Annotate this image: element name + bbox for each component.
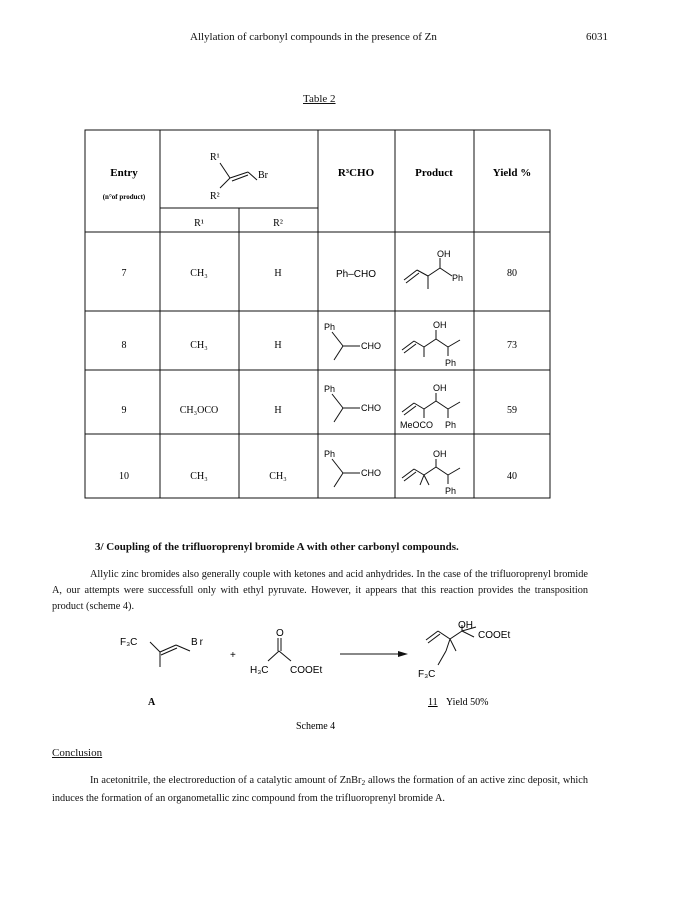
br-label: Br xyxy=(191,637,205,648)
section-paragraph-text: Allylic zinc bromides also generally couple with ketones and acid anhydrides. In the case of the trifluoroprenyl bromide A, our attempts were successfull only with ethyl pyruvate. However, it appears that this reaction provides the transposition product (scheme 4). xyxy=(52,569,588,612)
oh-label: OH xyxy=(437,249,451,259)
product-number: 11 xyxy=(428,697,438,708)
ph-label: Ph xyxy=(452,273,464,283)
reactant-a-structure xyxy=(150,642,190,667)
yield-cell: 73 xyxy=(507,340,517,351)
yield-cell: 40 xyxy=(507,471,517,482)
r2-cell: CH₃ xyxy=(269,471,287,482)
r2-cell: H xyxy=(274,405,282,416)
o-label: O xyxy=(276,628,284,639)
entry-cell: 9 xyxy=(121,405,127,416)
cho-label: CHO xyxy=(361,341,381,351)
ph-label: Ph xyxy=(445,358,457,368)
conclusion-heading: Conclusion xyxy=(52,747,103,759)
running-title: Allylation of carbonyl compounds in the presence of Zn xyxy=(190,31,437,43)
header-entry: Entry xyxy=(110,167,138,179)
allyl-bromide-structure xyxy=(220,163,257,188)
r2-cell: H xyxy=(274,268,282,279)
yield-cell: 80 xyxy=(507,268,517,279)
scheme-caption: Scheme 4 xyxy=(296,721,336,732)
aldehyde-structure xyxy=(332,394,360,422)
ph-label: Ph xyxy=(324,322,336,332)
oh-label: OH xyxy=(433,383,447,393)
product-11-structure xyxy=(426,625,476,665)
header-product: Product xyxy=(415,167,453,179)
cho-label: CHO xyxy=(361,468,381,478)
r1-cell: CH₃OCO xyxy=(179,405,219,416)
product-structure xyxy=(402,459,460,485)
h3c-label: H₃C xyxy=(250,665,269,676)
oh-label: OH xyxy=(433,320,447,330)
ph-label: Ph xyxy=(445,420,457,430)
meoco-label: MeOCO xyxy=(400,420,434,430)
page-number: 6031 xyxy=(586,31,608,43)
r1-cell: CH₃ xyxy=(190,340,208,351)
product-structure xyxy=(404,258,452,289)
r2-cell: H xyxy=(274,340,282,351)
formula-subscript: 2 xyxy=(361,778,366,788)
entry-cell: 10 xyxy=(119,471,129,482)
scheme-4 xyxy=(0,615,681,735)
ethyl-pyruvate-structure xyxy=(268,638,291,661)
structure-br-label: Br xyxy=(258,170,268,181)
ph-label: Ph xyxy=(324,449,336,459)
cho-label: CHO xyxy=(361,403,381,413)
cooet-label: COOEt xyxy=(290,665,323,676)
f3c-label: F₃C xyxy=(120,637,138,648)
header-product-number: (n°of product) xyxy=(102,193,146,201)
zinc-bromide-formula: ZnBr xyxy=(339,775,362,786)
conclusion-paragraph xyxy=(52,773,588,807)
ph-label: Ph xyxy=(324,384,336,394)
header-r1: R¹ xyxy=(194,218,204,229)
table-row xyxy=(122,320,518,368)
header-r3cho: R³CHO xyxy=(337,167,375,179)
entry-cell: 8 xyxy=(121,340,127,351)
f3c-label: F₃C xyxy=(418,669,436,680)
structure-r1-label: R¹ xyxy=(210,152,220,163)
r1-cell: CH₃ xyxy=(190,471,208,482)
product-structure xyxy=(402,393,460,418)
cooet-label: COOEt xyxy=(478,630,511,641)
aldehyde-cell: Ph–CHO xyxy=(335,269,377,280)
r1-cell: CH₃ xyxy=(190,268,208,279)
yield-cell: 59 xyxy=(507,405,517,416)
aldehyde-structure xyxy=(332,332,360,360)
ph-label: Ph xyxy=(445,486,457,496)
table-row xyxy=(122,383,518,430)
reactant-label: A xyxy=(148,697,156,708)
conclusion-text-end: allows the formation of an active zinc deposit, which induces the formation of an organometallic zinc compound from the trifluoroprenyl bromide A. xyxy=(52,775,589,805)
header-r2: R² xyxy=(273,218,283,229)
reaction-arrow xyxy=(340,651,408,657)
structure-r2-label: R² xyxy=(210,191,220,202)
oh-label: OH xyxy=(458,620,473,631)
table-row xyxy=(122,249,518,289)
product-yield: Yield 50% xyxy=(446,697,489,708)
conclusion-text-start: In acetonitrile, the electroreduction of a catalytic amount of xyxy=(90,775,340,786)
aldehyde-structure xyxy=(332,459,360,487)
table-caption: Table 2 xyxy=(303,93,336,105)
oh-label: OH xyxy=(433,449,447,459)
section-paragraph xyxy=(52,567,588,615)
section-heading: 3/ Coupling of the trifluoroprenyl bromide A with other carbonyl compounds. xyxy=(95,541,459,553)
plus-sign: + xyxy=(230,650,236,661)
entry-cell: 7 xyxy=(121,268,127,279)
header-yield: Yield % xyxy=(492,167,532,179)
product-structure xyxy=(402,330,460,357)
